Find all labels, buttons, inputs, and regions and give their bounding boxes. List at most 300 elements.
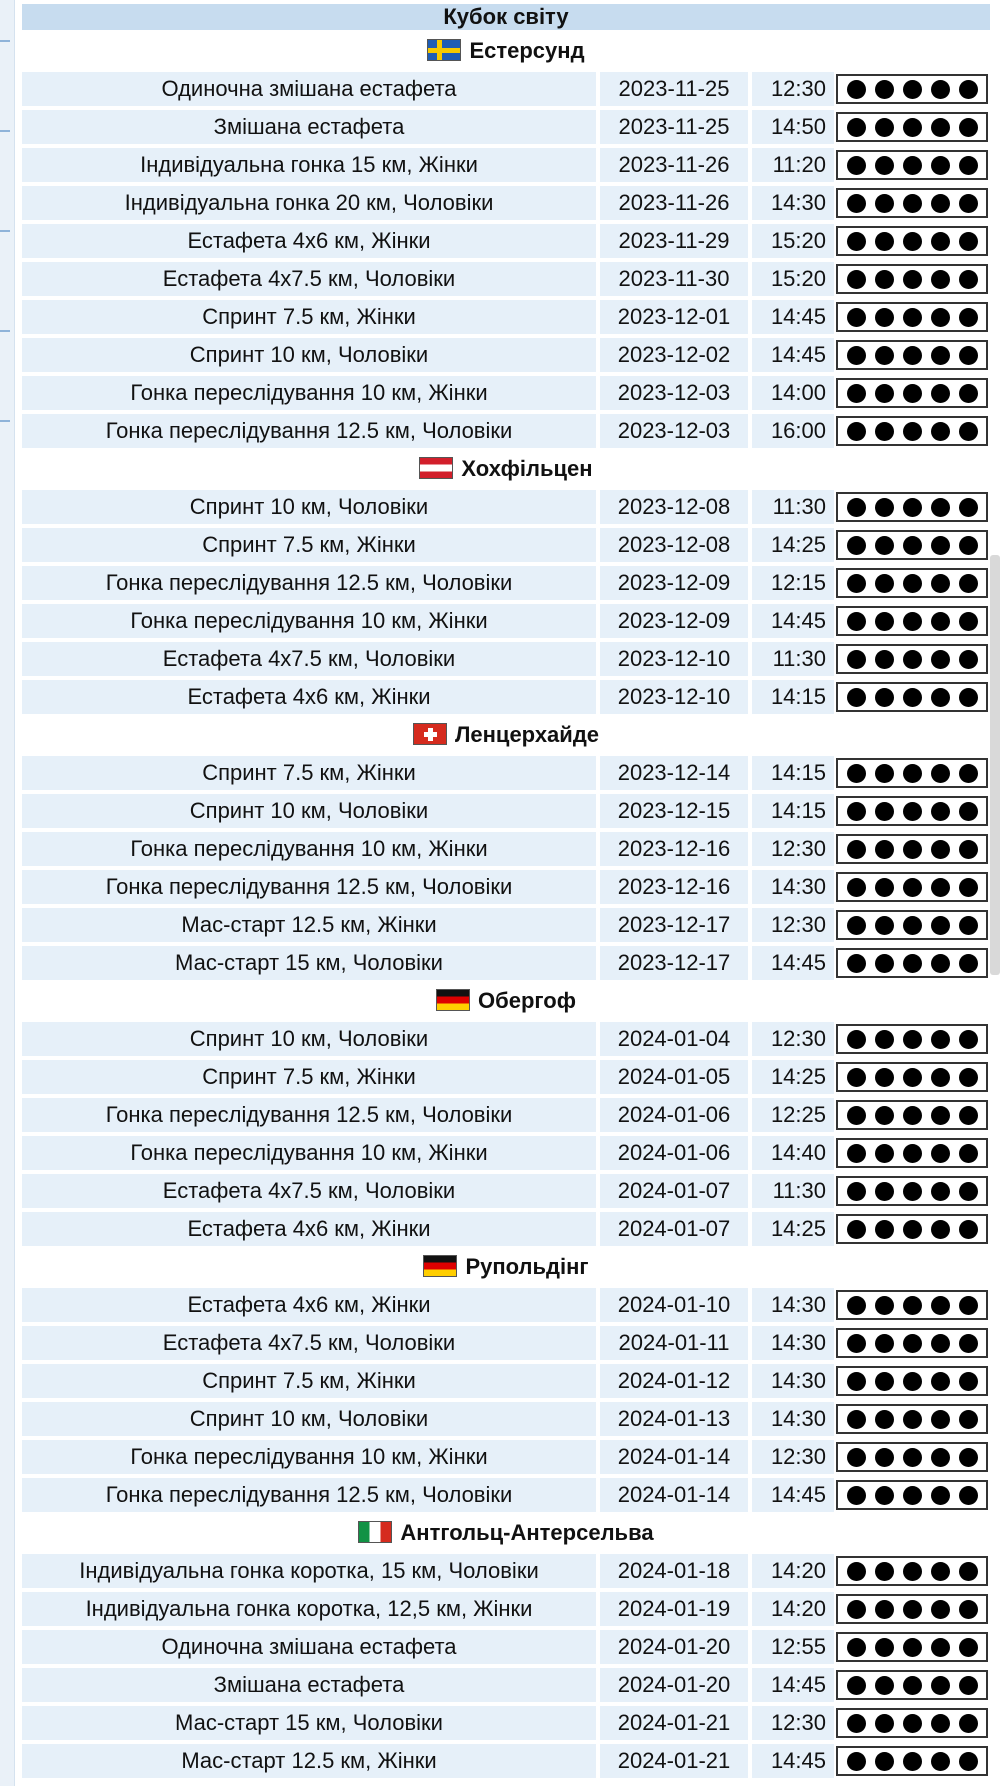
event-date: 2024-01-18 [600, 1554, 752, 1588]
event-name: Індивідуальна гонка коротка, 12,5 км, Жінки [22, 1592, 600, 1626]
shooting-targets [836, 1404, 988, 1434]
event-date: 2024-01-11 [600, 1326, 752, 1360]
event-row[interactable] [22, 756, 990, 790]
shooting-targets [836, 1746, 988, 1776]
target-dot-icon [931, 346, 950, 365]
event-time: 11:20 [752, 148, 834, 182]
target-dot-icon [959, 954, 978, 973]
target-dot-icon [875, 916, 894, 935]
event-row[interactable] [22, 376, 990, 410]
event-date: 2024-01-21 [600, 1744, 752, 1778]
target-dot-icon [959, 422, 978, 441]
event-name: Змішана естафета [22, 110, 600, 144]
target-dot-icon [875, 764, 894, 783]
event-row[interactable] [22, 604, 990, 638]
target-dot-icon [931, 1068, 950, 1087]
shooting-dots-cell [834, 490, 990, 524]
event-time: 14:15 [752, 680, 834, 714]
target-dot-icon [903, 346, 922, 365]
world-cup-schedule-table [22, 0, 990, 1782]
sidebar-tick [0, 130, 10, 132]
target-dot-icon [931, 574, 950, 593]
shooting-targets [836, 682, 988, 712]
target-dot-icon [875, 802, 894, 821]
target-dot-icon [903, 498, 922, 517]
shooting-targets [836, 1062, 988, 1092]
target-dot-icon [959, 1410, 978, 1429]
target-dot-icon [875, 118, 894, 137]
event-date: 2024-01-19 [600, 1592, 752, 1626]
target-dot-icon [931, 422, 950, 441]
target-dot-icon [903, 536, 922, 555]
target-dot-icon [903, 1106, 922, 1125]
event-name: Гонка переслідування 10 км, Жінки [22, 376, 600, 410]
event-time: 14:30 [752, 1402, 834, 1436]
event-name: Спринт 7.5 км, Жінки [22, 528, 600, 562]
event-row[interactable] [22, 870, 990, 904]
target-dot-icon [875, 384, 894, 403]
target-dot-icon [847, 1144, 866, 1163]
target-dot-icon [931, 1752, 950, 1771]
shooting-dots-cell [834, 1402, 990, 1436]
event-row[interactable] [22, 1098, 990, 1132]
shooting-targets [836, 644, 988, 674]
event-name: Естафета 4х6 км, Жінки [22, 224, 600, 258]
target-dot-icon [847, 308, 866, 327]
event-time: 16:00 [752, 414, 834, 448]
event-date: 2023-12-03 [600, 376, 752, 410]
shooting-targets [836, 606, 988, 636]
shooting-dots-cell [834, 946, 990, 980]
target-dot-icon [931, 1638, 950, 1657]
event-row[interactable] [22, 1554, 990, 1588]
shooting-targets [836, 1100, 988, 1130]
event-row[interactable] [22, 908, 990, 942]
shooting-dots-cell [834, 756, 990, 790]
event-time: 14:45 [752, 604, 834, 638]
target-dot-icon [903, 118, 922, 137]
shooting-targets [836, 1632, 988, 1662]
target-dot-icon [875, 1334, 894, 1353]
venue-header-row [22, 34, 990, 68]
target-dot-icon [959, 1600, 978, 1619]
target-dot-icon [931, 802, 950, 821]
target-dot-icon [959, 916, 978, 935]
target-dot-icon [847, 1410, 866, 1429]
event-time: 14:30 [752, 186, 834, 220]
shooting-targets [836, 492, 988, 522]
event-date: 2023-12-17 [600, 908, 752, 942]
target-dot-icon [875, 1562, 894, 1581]
target-dot-icon [931, 954, 950, 973]
event-date: 2024-01-21 [600, 1706, 752, 1740]
target-dot-icon [959, 1676, 978, 1695]
shooting-dots-cell [834, 1668, 990, 1702]
target-dot-icon [931, 1106, 950, 1125]
event-row[interactable] [22, 1478, 990, 1512]
target-dot-icon [847, 1030, 866, 1049]
target-dot-icon [875, 1448, 894, 1467]
switzerland-flag-icon [413, 723, 447, 745]
event-date: 2024-01-20 [600, 1668, 752, 1702]
target-dot-icon [959, 1182, 978, 1201]
target-dot-icon [959, 878, 978, 897]
shooting-targets [836, 264, 988, 294]
shooting-dots-cell [834, 1630, 990, 1664]
target-dot-icon [959, 118, 978, 137]
event-row[interactable] [22, 72, 990, 106]
target-dot-icon [847, 878, 866, 897]
event-name: Мас-старт 15 км, Чоловіки [22, 946, 600, 980]
target-dot-icon [847, 1562, 866, 1581]
shooting-targets [836, 530, 988, 560]
event-name: Спринт 7.5 км, Жінки [22, 1364, 600, 1398]
target-dot-icon [959, 346, 978, 365]
event-row[interactable] [22, 946, 990, 980]
shooting-targets [836, 74, 988, 104]
target-dot-icon [931, 384, 950, 403]
shooting-targets [836, 872, 988, 902]
event-time: 11:30 [752, 642, 834, 676]
austria-flag-icon [419, 457, 453, 479]
italy-flag-icon [358, 1521, 392, 1543]
target-dot-icon [959, 1372, 978, 1391]
target-dot-icon [847, 118, 866, 137]
event-name: Спринт 10 км, Чоловіки [22, 794, 600, 828]
scrollbar[interactable] [990, 555, 1000, 975]
shooting-dots-cell [834, 680, 990, 714]
target-dot-icon [875, 878, 894, 897]
target-dot-icon [875, 1106, 894, 1125]
event-row[interactable] [22, 1630, 990, 1664]
event-time: 14:50 [752, 110, 834, 144]
shooting-dots-cell [834, 338, 990, 372]
shooting-targets [836, 1176, 988, 1206]
event-date: 2023-11-25 [600, 72, 752, 106]
event-time: 12:15 [752, 566, 834, 600]
target-dot-icon [959, 1752, 978, 1771]
event-name: Одиночна змішана естафета [22, 72, 600, 106]
shooting-dots-cell [834, 72, 990, 106]
target-dot-icon [847, 1600, 866, 1619]
event-time: 14:45 [752, 338, 834, 372]
target-dot-icon [903, 878, 922, 897]
event-time: 14:25 [752, 1212, 834, 1246]
shooting-dots-cell [834, 1478, 990, 1512]
shooting-dots-cell [834, 148, 990, 182]
event-row[interactable] [22, 1288, 990, 1322]
target-dot-icon [903, 422, 922, 441]
target-dot-icon [931, 156, 950, 175]
event-date: 2024-01-06 [600, 1136, 752, 1170]
target-dot-icon [931, 650, 950, 669]
event-row[interactable] [22, 1440, 990, 1474]
shooting-targets [836, 1138, 988, 1168]
target-dot-icon [847, 650, 866, 669]
left-sidebar-strip [0, 0, 15, 1786]
shooting-dots-cell [834, 186, 990, 220]
shooting-dots-cell [834, 1288, 990, 1322]
target-dot-icon [903, 1676, 922, 1695]
target-dot-icon [875, 1182, 894, 1201]
target-dot-icon [903, 612, 922, 631]
shooting-targets [836, 1290, 988, 1320]
shooting-targets [836, 834, 988, 864]
event-row[interactable] [22, 1174, 990, 1208]
target-dot-icon [959, 840, 978, 859]
shooting-targets [836, 416, 988, 446]
target-dot-icon [959, 574, 978, 593]
target-dot-icon [847, 1334, 866, 1353]
target-dot-icon [875, 156, 894, 175]
shooting-dots-cell [834, 262, 990, 296]
shooting-dots-cell [834, 832, 990, 866]
event-date: 2024-01-12 [600, 1364, 752, 1398]
target-dot-icon [931, 916, 950, 935]
venue-header [22, 718, 990, 752]
target-dot-icon [959, 1638, 978, 1657]
target-dot-icon [847, 1106, 866, 1125]
event-row[interactable] [22, 1022, 990, 1056]
event-row[interactable] [22, 1668, 990, 1702]
event-name: Спринт 10 км, Чоловіки [22, 338, 600, 372]
target-dot-icon [847, 688, 866, 707]
target-dot-icon [903, 1600, 922, 1619]
sidebar-tick [0, 40, 10, 42]
target-dot-icon [959, 612, 978, 631]
target-dot-icon [903, 308, 922, 327]
event-row[interactable] [22, 110, 990, 144]
target-dot-icon [959, 194, 978, 213]
event-row[interactable] [22, 1136, 990, 1170]
event-row[interactable] [22, 832, 990, 866]
target-dot-icon [875, 1486, 894, 1505]
event-name: Мас-старт 12.5 км, Жінки [22, 908, 600, 942]
target-dot-icon [847, 1486, 866, 1505]
target-dot-icon [847, 1372, 866, 1391]
event-row[interactable] [22, 1744, 990, 1778]
event-time: 14:15 [752, 756, 834, 790]
shooting-targets [836, 112, 988, 142]
event-date: 2024-01-05 [600, 1060, 752, 1094]
target-dot-icon [903, 574, 922, 593]
shooting-dots-cell [834, 794, 990, 828]
event-row[interactable] [22, 1402, 990, 1436]
target-dot-icon [875, 840, 894, 859]
event-time: 12:30 [752, 1440, 834, 1474]
event-row[interactable] [22, 794, 990, 828]
target-dot-icon [847, 612, 866, 631]
event-time: 14:00 [752, 376, 834, 410]
target-dot-icon [847, 916, 866, 935]
target-dot-icon [903, 802, 922, 821]
target-dot-icon [903, 1068, 922, 1087]
event-name: Змішана естафета [22, 1668, 600, 1702]
event-row[interactable] [22, 338, 990, 372]
event-row[interactable] [22, 1212, 990, 1246]
target-dot-icon [875, 1638, 894, 1657]
target-dot-icon [847, 1638, 866, 1657]
venue-header-row [22, 718, 990, 752]
event-date: 2024-01-13 [600, 1402, 752, 1436]
target-dot-icon [847, 1714, 866, 1733]
target-dot-icon [903, 1372, 922, 1391]
target-dot-icon [847, 1182, 866, 1201]
event-date: 2023-12-02 [600, 338, 752, 372]
target-dot-icon [959, 1334, 978, 1353]
shooting-dots-cell [834, 1554, 990, 1588]
event-name: Естафета 4х7.5 км, Чоловіки [22, 262, 600, 296]
target-dot-icon [903, 1182, 922, 1201]
venue-header-row [22, 1516, 990, 1550]
title-row [22, 4, 990, 30]
event-row[interactable] [22, 1592, 990, 1626]
event-time: 14:45 [752, 1478, 834, 1512]
target-dot-icon [931, 270, 950, 289]
target-dot-icon [903, 1410, 922, 1429]
event-time: 12:30 [752, 1022, 834, 1056]
event-name: Індивідуальна гонка 20 км, Чоловіки [22, 186, 600, 220]
event-row[interactable] [22, 1326, 990, 1360]
shooting-targets [836, 568, 988, 598]
shooting-dots-cell [834, 1212, 990, 1246]
venue-header [22, 452, 990, 486]
shooting-targets [836, 758, 988, 788]
event-name: Гонка переслідування 12.5 км, Чоловіки [22, 870, 600, 904]
event-row[interactable] [22, 186, 990, 220]
target-dot-icon [931, 308, 950, 327]
event-date: 2024-01-06 [600, 1098, 752, 1132]
target-dot-icon [959, 1106, 978, 1125]
venue-header-row [22, 1250, 990, 1284]
shooting-targets [836, 1670, 988, 1700]
target-dot-icon [931, 1372, 950, 1391]
event-date: 2023-12-10 [600, 642, 752, 676]
event-date: 2023-12-09 [600, 566, 752, 600]
target-dot-icon [903, 1638, 922, 1657]
target-dot-icon [959, 650, 978, 669]
shooting-targets [836, 1480, 988, 1510]
target-dot-icon [875, 1068, 894, 1087]
event-name: Естафета 4х6 км, Жінки [22, 1288, 600, 1322]
target-dot-icon [847, 574, 866, 593]
event-row[interactable] [22, 642, 990, 676]
event-name: Спринт 10 км, Чоловіки [22, 1402, 600, 1436]
shooting-targets [836, 910, 988, 940]
target-dot-icon [931, 1030, 950, 1049]
event-time: 14:30 [752, 870, 834, 904]
germany-flag-icon [436, 989, 470, 1011]
event-row[interactable] [22, 224, 990, 258]
shooting-targets [836, 1708, 988, 1738]
event-row[interactable] [22, 528, 990, 562]
event-row[interactable] [22, 490, 990, 524]
event-row[interactable] [22, 566, 990, 600]
target-dot-icon [931, 1600, 950, 1619]
event-row[interactable] [22, 414, 990, 448]
target-dot-icon [931, 1220, 950, 1239]
target-dot-icon [959, 156, 978, 175]
event-name: Естафета 4х7.5 км, Чоловіки [22, 642, 600, 676]
event-row[interactable] [22, 1364, 990, 1398]
target-dot-icon [903, 194, 922, 213]
shooting-dots-cell [834, 1440, 990, 1474]
shooting-dots-cell [834, 1136, 990, 1170]
event-date: 2024-01-10 [600, 1288, 752, 1322]
event-name: Гонка переслідування 10 км, Жінки [22, 604, 600, 638]
event-date: 2023-12-10 [600, 680, 752, 714]
event-row[interactable] [22, 1060, 990, 1094]
target-dot-icon [847, 802, 866, 821]
event-time: 15:20 [752, 224, 834, 258]
event-time: 14:45 [752, 1668, 834, 1702]
target-dot-icon [959, 308, 978, 327]
target-dot-icon [959, 1714, 978, 1733]
sweden-flag-icon [427, 39, 461, 61]
event-time: 14:20 [752, 1554, 834, 1588]
event-name: Естафета 4х7.5 км, Чоловіки [22, 1326, 600, 1360]
event-row[interactable] [22, 1706, 990, 1740]
event-time: 14:25 [752, 528, 834, 562]
target-dot-icon [903, 1562, 922, 1581]
shooting-targets [836, 1556, 988, 1586]
event-date: 2024-01-07 [600, 1212, 752, 1246]
shooting-targets [836, 1328, 988, 1358]
event-time: 14:30 [752, 1288, 834, 1322]
event-date: 2023-11-29 [600, 224, 752, 258]
target-dot-icon [847, 1676, 866, 1695]
event-row[interactable] [22, 262, 990, 296]
event-row[interactable] [22, 148, 990, 182]
event-date: 2023-12-16 [600, 870, 752, 904]
target-dot-icon [931, 688, 950, 707]
venue-header-row [22, 984, 990, 1018]
target-dot-icon [875, 536, 894, 555]
target-dot-icon [903, 1144, 922, 1163]
target-dot-icon [875, 308, 894, 327]
target-dot-icon [959, 232, 978, 251]
venue-name: Ленцерхайде [454, 722, 600, 747]
event-name: Спринт 7.5 км, Жінки [22, 756, 600, 790]
event-row[interactable] [22, 300, 990, 334]
event-name: Гонка переслідування 12.5 км, Чоловіки [22, 414, 600, 448]
target-dot-icon [931, 80, 950, 99]
shooting-targets [836, 1594, 988, 1624]
event-row[interactable] [22, 680, 990, 714]
event-name: Одиночна змішана естафета [22, 1630, 600, 1664]
venue-name: Хохфільцен [461, 456, 593, 481]
target-dot-icon [847, 270, 866, 289]
target-dot-icon [959, 536, 978, 555]
target-dot-icon [931, 194, 950, 213]
target-dot-icon [903, 650, 922, 669]
shooting-dots-cell [834, 110, 990, 144]
event-time: 12:30 [752, 832, 834, 866]
event-date: 2023-11-30 [600, 262, 752, 296]
target-dot-icon [931, 840, 950, 859]
target-dot-icon [931, 878, 950, 897]
target-dot-icon [959, 764, 978, 783]
target-dot-icon [959, 1448, 978, 1467]
target-dot-icon [959, 1144, 978, 1163]
target-dot-icon [847, 536, 866, 555]
shooting-dots-cell [834, 376, 990, 410]
event-time: 11:30 [752, 490, 834, 524]
event-name: Естафета 4х6 км, Жінки [22, 680, 600, 714]
event-time: 12:55 [752, 1630, 834, 1664]
event-time: 14:25 [752, 1060, 834, 1094]
target-dot-icon [847, 1220, 866, 1239]
